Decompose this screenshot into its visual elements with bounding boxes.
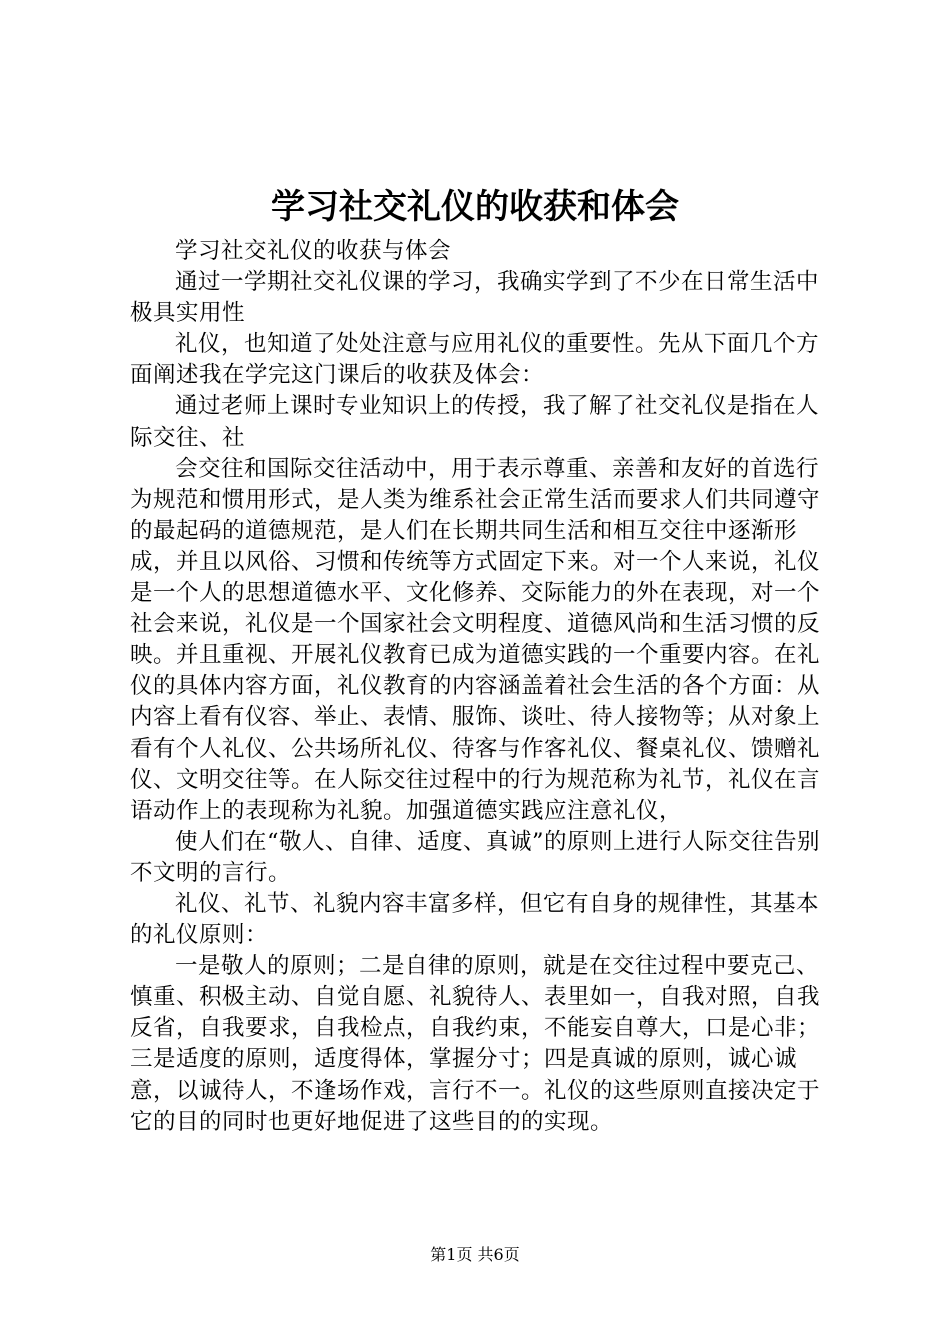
document-body <box>130 236 834 1138</box>
paragraph: 一是敬人的原则；二是自律的原则，就是在交往过程中要克己、慎重、积极主动、自觉自愿、礼貌待人、表里如一，自我对照，自我反省，自我要求，自我检点，自我约束，不能妄自尊大，口是心非；三是适度的原则，适度得体，掌握分寸；四是真诚的原则，诚心诚意，以诚待人，不逢场作戏，言行不一。礼仪的这些原则直接决定于它的目的同时也更好地促进了这些目的的实现。 <box>130 953 821 1135</box>
document-title: 学习社交礼仪的收获和体会 <box>271 187 679 227</box>
paragraph: 通过一学期社交礼仪课的学习，我确实学到了不少在日常生活中极具实用性 <box>130 269 820 327</box>
paragraph: 礼仪，也知道了处处注意与应用礼仪的重要性。先从下面几个方面阐述我在学完这门课后的收获及体会： <box>130 331 820 389</box>
paragraph-subtitle: 学习社交礼仪的收获与体会 <box>175 238 452 264</box>
paragraph: 使人们在“敬人、自律、适度、真诚”的原则上进行人际交往告别不文明的言行。 <box>130 828 821 886</box>
page-number-footer: 第1页 共6页 <box>430 1245 520 1264</box>
paragraph: 通过老师上课时专业知识上的传授，我了解了社交礼仪是指在人际交往、社 <box>130 393 820 451</box>
paragraph: 会交往和国际交往活动中，用于表示尊重、亲善和友好的首选行为规范和惯用形式，是人类为维系社会正常生活而要求人们共同遵守的最起码的道德规范，是人们在长期共同生活和相互交往中逐渐形成，并且以风俗、习惯和传统等方式固定下来。对一个人来说，礼仪是一个人的思想道德水平、文化修养、交际能力的外在表现，对一个社会来说，礼仪是一个国家社会文明程度、道德风尚和生活习惯的反映。并且重视、开展礼仪教育已成为道德实践的一个重要内容。在礼仪的具体内容方面，礼仪教育的内容涵盖着社会生活的各个方面：从内容上看有仪容、举止、表情、服饰、谈吐、待人接物等；从对象上看有个人礼仪、公共场所礼仪、待客与作客礼仪、餐桌礼仪、馈赠礼仪、文明交往等。在人际交往过程中的行为规范称为礼节，礼仪在言语动作上的表现称为礼貌。加强道德实践应注意礼仪， <box>130 455 821 824</box>
paragraph: 礼仪、礼节、礼貌内容丰富多样，但它有自身的规律性，其基本的礼仪原则： <box>130 890 820 949</box>
